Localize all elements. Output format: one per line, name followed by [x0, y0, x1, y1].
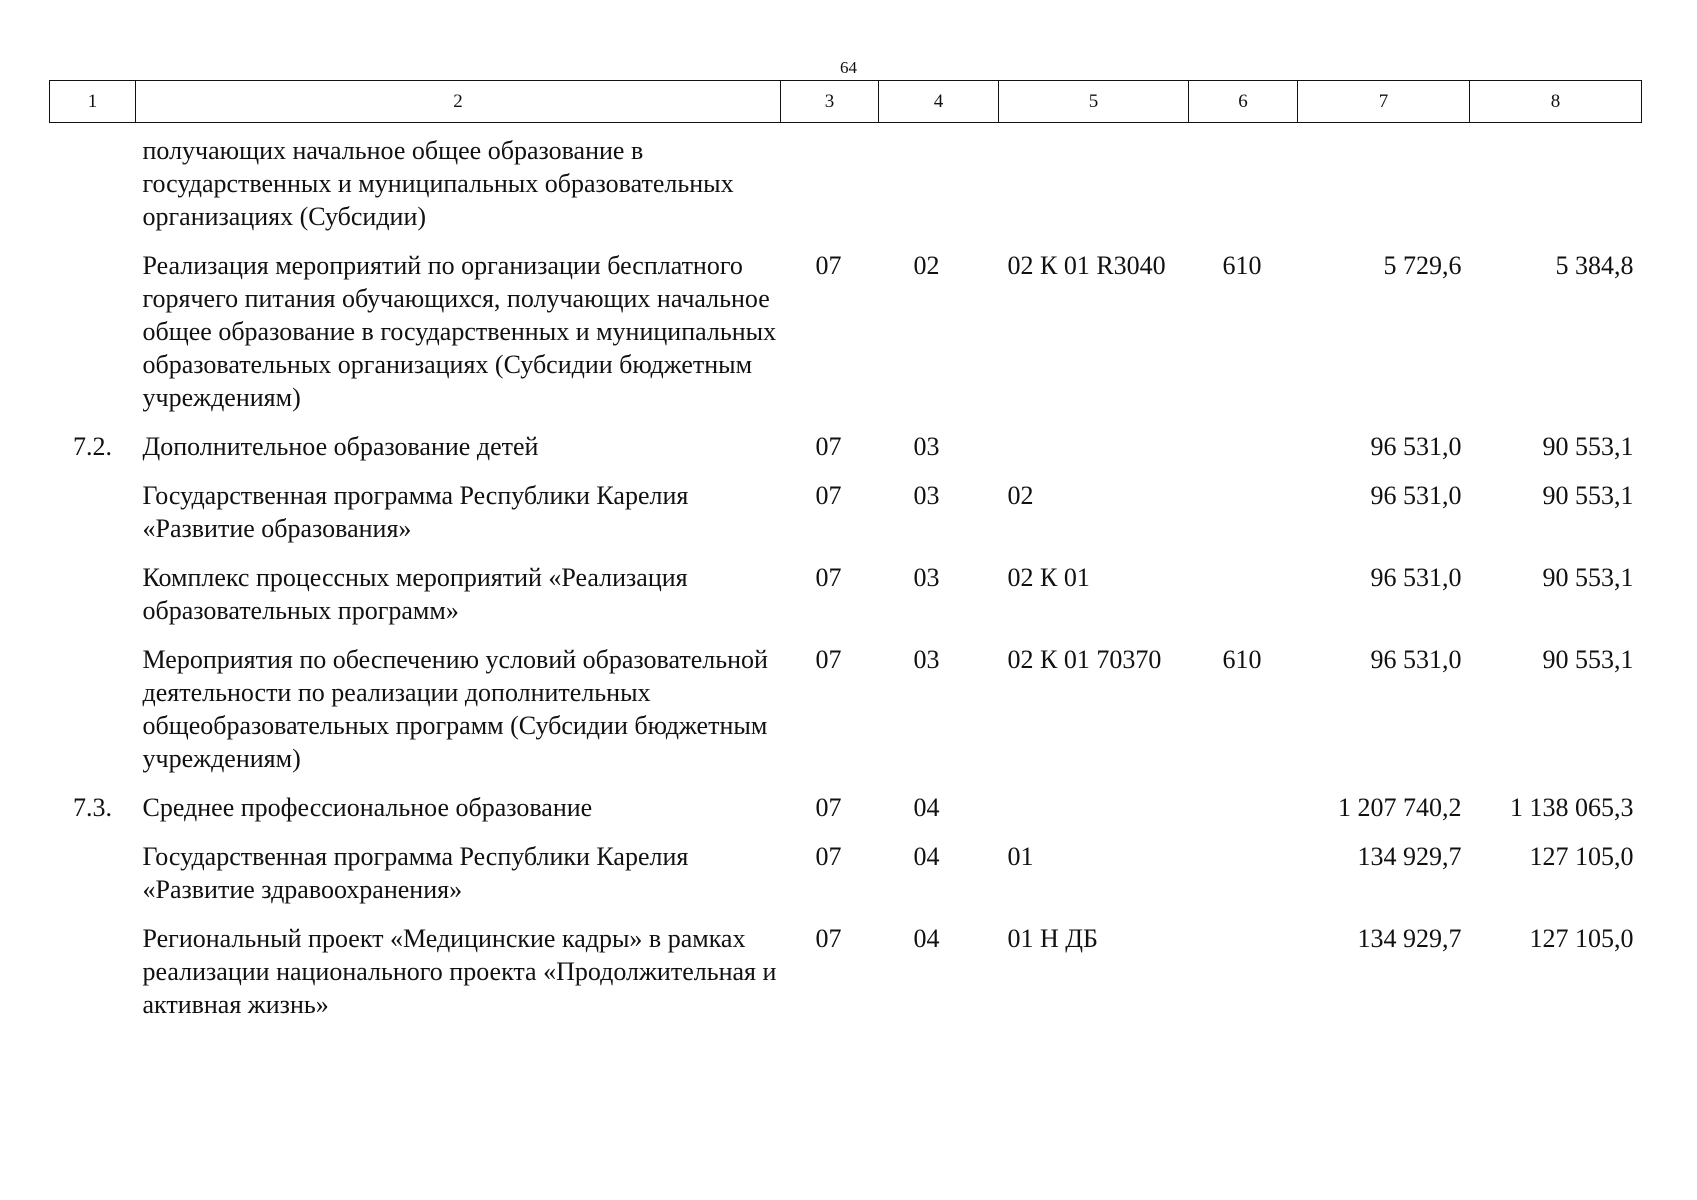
amount-col8-cell: 127 105,0 [1529, 842, 1634, 871]
table-body [50, 123, 1642, 1038]
section-code-cell: 07 [815, 432, 842, 461]
expense-type-code-cell [1189, 840, 1298, 922]
item-name-cell: Государственная программа Республики Карелия «Развитие здравоохранения» [142, 842, 689, 904]
item-name-cell: Комплекс процессных мероприятий «Реализация образовательных программ» [142, 563, 688, 625]
amount-col8-cell: 90 553,1 [1542, 481, 1634, 510]
column-header-2: 2 [136, 81, 781, 123]
column-header-8: 8 [1470, 81, 1642, 123]
row-number-cell [50, 249, 136, 430]
expense-type-code-cell [1189, 123, 1298, 250]
section-code-cell: 07 [815, 793, 842, 822]
table-row [50, 643, 1642, 791]
target-article-code-cell: 02 К 01 70370 [1007, 645, 1162, 674]
section-code-cell: 07 [815, 563, 842, 592]
expense-type-code-cell [1189, 791, 1298, 840]
expense-type-code-cell: 610 [1222, 251, 1262, 280]
item-name-cell: Государственная программа Республики Карелия «Развитие образования» [142, 481, 689, 543]
item-name-cell: Дополнительное образование детей [142, 432, 539, 461]
section-code-cell: 07 [815, 842, 842, 871]
subsection-code-cell: 03 [913, 481, 940, 510]
table-row [50, 840, 1642, 922]
table-row [50, 479, 1642, 561]
row-number-cell [50, 643, 136, 791]
expense-type-code-cell [1189, 922, 1298, 1037]
page-number: 64 [840, 58, 857, 77]
item-name-cell: получающих начальное общее образование в государственных и муниципальных образовательных организациях (Субсидии) [142, 136, 734, 231]
column-header-1: 1 [50, 81, 136, 123]
row-number-cell [50, 479, 136, 561]
amount-col7-cell: 96 531,0 [1370, 563, 1462, 592]
table-row [50, 561, 1642, 643]
item-name-cell: Региональный проект «Медицинские кадры» в рамках реализации национального проекта «Продолжительная и активная жизнь» [142, 924, 777, 1019]
row-number-cell: 7.3. [73, 793, 112, 822]
amount-col8-cell [1470, 123, 1642, 250]
amount-col7-cell: 134 929,7 [1357, 842, 1462, 871]
section-code-cell: 07 [815, 645, 842, 674]
target-article-code-cell [999, 123, 1189, 250]
amount-col8-cell: 90 553,1 [1542, 563, 1634, 592]
amount-col8-cell: 90 553,1 [1542, 432, 1634, 461]
amount-col7-cell: 96 531,0 [1370, 481, 1462, 510]
subsection-code-cell: 04 [913, 924, 940, 953]
amount-col7-cell: 1 207 740,2 [1338, 793, 1462, 822]
target-article-code-cell [999, 791, 1189, 840]
subsection-code-cell: 03 [913, 645, 940, 674]
column-header-3: 3 [781, 81, 879, 123]
column-header-6: 6 [1189, 81, 1298, 123]
row-number-cell [50, 922, 136, 1037]
item-name-cell: Среднее профессиональное образование [142, 793, 593, 822]
amount-col8-cell: 5 384,8 [1555, 251, 1634, 280]
column-number-header-row [50, 81, 1642, 123]
row-number-cell [50, 840, 136, 922]
target-article-code-cell: 01 [1007, 842, 1034, 871]
target-article-code-cell: 01 Н ДБ [1007, 924, 1098, 953]
expense-type-code-cell: 610 [1222, 645, 1262, 674]
subsection-code-cell: 04 [913, 842, 940, 871]
amount-col8-cell: 1 138 065,3 [1510, 793, 1634, 822]
target-article-code-cell: 02 К 01 [1007, 563, 1090, 592]
column-header-5: 5 [999, 81, 1189, 123]
row-number-cell [50, 561, 136, 643]
section-code-cell: 07 [815, 924, 842, 953]
amount-col7-cell: 96 531,0 [1370, 432, 1462, 461]
target-article-code-cell [999, 430, 1189, 479]
table-row [50, 791, 1642, 840]
amount-col8-cell: 90 553,1 [1542, 645, 1634, 674]
amount-col7-cell: 134 929,7 [1357, 924, 1462, 953]
row-number-cell [50, 123, 136, 250]
table-row [50, 123, 1642, 250]
table-row [50, 249, 1642, 430]
amount-col7-cell: 5 729,6 [1383, 251, 1462, 280]
expense-type-code-cell [1189, 430, 1298, 479]
expense-type-code-cell [1189, 479, 1298, 561]
expense-type-code-cell [1189, 561, 1298, 643]
section-code-cell [781, 123, 879, 250]
amount-col7-cell [1298, 123, 1470, 250]
amount-col7-cell: 96 531,0 [1370, 645, 1462, 674]
subsection-code-cell [879, 123, 999, 250]
item-name-cell: Реализация мероприятий по организации бесплатного горячего питания обучающихся, получающих начальное общее образование в государственных и муниципальных образовательных организациях (Субсидии бюджетным учреждениям) [142, 251, 777, 412]
row-number-cell: 7.2. [73, 432, 112, 461]
budget-table [49, 80, 1642, 1037]
section-code-cell: 07 [815, 481, 842, 510]
subsection-code-cell: 03 [913, 432, 940, 461]
column-header-7: 7 [1298, 81, 1470, 123]
target-article-code-cell: 02 К 01 R3040 [1007, 251, 1166, 280]
column-header-4: 4 [879, 81, 999, 123]
item-name-cell: Мероприятия по обеспечению условий образовательной деятельности по реализации дополнительных общеобразовательных программ (Субсидии бюджетным учреждениям) [142, 645, 768, 773]
target-article-code-cell: 02 [1007, 481, 1034, 510]
table-row [50, 922, 1642, 1037]
table-row [50, 430, 1642, 479]
amount-col8-cell: 127 105,0 [1529, 924, 1634, 953]
subsection-code-cell: 03 [913, 563, 940, 592]
section-code-cell: 07 [815, 251, 842, 280]
subsection-code-cell: 02 [913, 251, 940, 280]
subsection-code-cell: 04 [913, 793, 940, 822]
